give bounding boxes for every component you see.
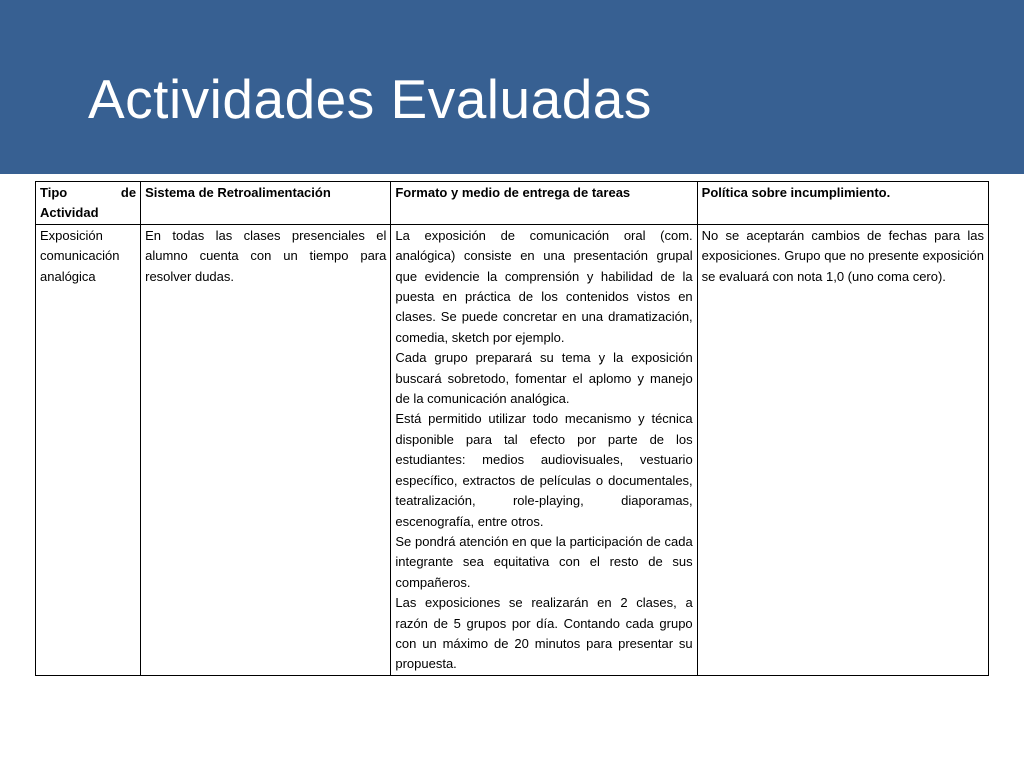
formato-paragraph: La exposición de comunicación oral (com. analógica) consiste en una presentación grupal que evidencie la comprensión y habilidad de la puesta en práctica de los contenidos vistos en clases. Se puede concretar en una dramatización, comedia, sketch por ejemplo. — [395, 227, 693, 345]
title-band — [0, 0, 1024, 174]
header-tipo-actividad: Tipo de Actividad — [36, 182, 141, 225]
formato-paragraph: Las exposiciones se realizarán en 2 clases, a razón de 5 grupos por día. Contando cada grupo con un máximo de 20 minutos para presentar su propuesta. — [395, 595, 693, 672]
table-header-row — [36, 182, 989, 225]
formato-paragraph: Se pondrá atención en que la participación de cada integrante sea equitativa con el resto de sus compañeros. — [395, 533, 693, 590]
slide-title: Actividades Evaluadas — [88, 68, 652, 130]
header-politica-incumplimiento: Política sobre incumplimiento. — [697, 182, 988, 225]
header-sistema-retroalimentacion: Sistema de Retroalimentación — [141, 182, 391, 225]
cell-politica-incumplimiento: No se aceptarán cambios de fechas para las exposiciones. Grupo que no presente exposición se evaluará con nota 1,0 (uno coma cero). — [697, 224, 988, 675]
table-row — [36, 224, 989, 675]
formato-paragraph: Cada grupo preparará su tema y la exposición buscará sobretodo, fomentar el aplomo y manejo de la comunicación analógica. — [395, 350, 693, 407]
header-formato-entrega: Formato y medio de entrega de tareas — [391, 182, 697, 225]
cell-formato-entrega — [391, 224, 697, 675]
activities-table — [35, 181, 989, 676]
cell-tipo-actividad: Exposición comunicación analógica — [36, 224, 141, 675]
cell-sistema-retroalimentacion: En todas las clases presenciales el alumno cuenta con un tiempo para resolver dudas. — [141, 224, 391, 675]
formato-paragraph: Está permitido utilizar todo mecanismo y técnica disponible para tal efecto por parte de los estudiantes: medios audiovisuales, vestuario específico, extractos de películas o documentales, teatralización, role-playing, diaporamas, escenografía, entre otros. — [395, 411, 693, 529]
